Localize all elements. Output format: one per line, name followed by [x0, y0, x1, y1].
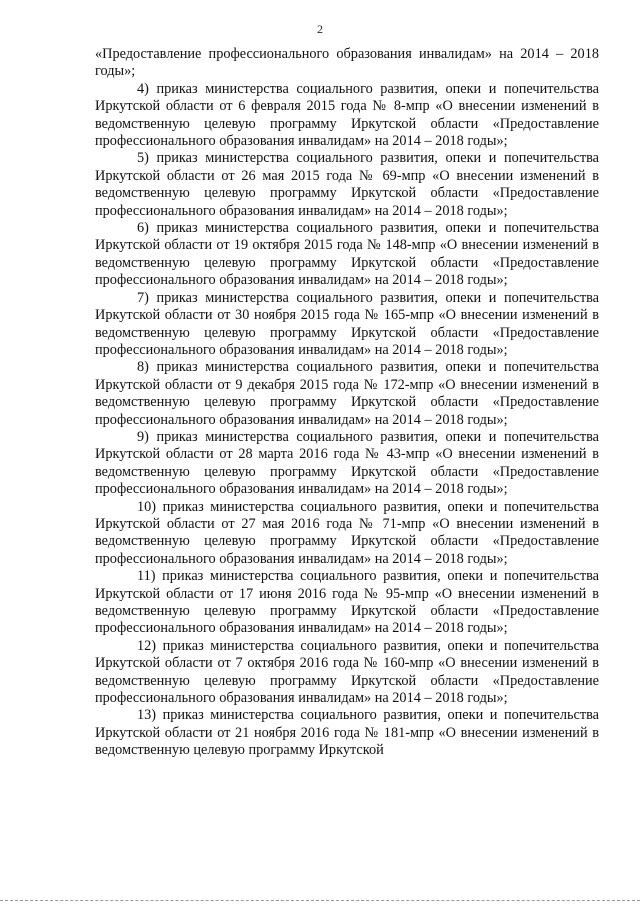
- list-item: 13) приказ министерства социального развития, опеки и попечительства Иркутской области от 21 ноября 2016 года № 181-мпр «О внесении изменений в ведомственную целевую программу Иркутской: [95, 707, 599, 759]
- document-body: [95, 46, 599, 760]
- list-item: 6) приказ министерства социального развития, опеки и попечительства Иркутской области от 19 октября 2015 года № 148-мпр «О внесении изменений в ведомственную целевую программу Иркутской области «Предоставление профессионального образования инвалидам» на 2014 – 2018 годы»;: [95, 220, 599, 289]
- page-number: 2: [317, 22, 323, 36]
- list-item: 5) приказ министерства социального развития, опеки и попечительства Иркутской области от 26 мая 2015 года № 69-мпр «О внесении изменений в ведомственную целевую программу Иркутской области «Предоставление профессионального образования инвалидам» на 2014 – 2018 годы»;: [95, 150, 599, 219]
- paragraph-continuation: «Предоставление профессионального образования инвалидам» на 2014 – 2018 годы»;: [95, 46, 599, 80]
- list-item: 4) приказ министерства социального развития, опеки и попечительства Иркутской области от 6 февраля 2015 года № 8-мпр «О внесении изменений в ведомственную целевую программу Иркутской области «Предоставление профессионального образования инвалидам» на 2014 – 2018 годы»;: [95, 80, 599, 150]
- list-item: 9) приказ министерства социального развития, опеки и попечительства Иркутской области от 28 марта 2016 года № 43-мпр «О внесении изменений в ведомственную целевую программу Иркутской области «Предоставление профессионального образования инвалидам» на 2014 – 2018 годы»;: [95, 428, 599, 498]
- list-item: 7) приказ министерства социального развития, опеки и попечительства Иркутской области от 30 ноября 2015 года № 165-мпр «О внесении изменений в ведомственную целевую программу Иркутской области «Предоставление профессионального образования инвалидам» на 2014 – 2018 годы»;: [95, 289, 599, 358]
- list-item: 10) приказ министерства социального развития, опеки и попечительства Иркутской области от 27 мая 2016 года № 71-мпр «О внесении изменений в ведомственную целевую программу Иркутской области «Предоставление профессионального образования инвалидам» на 2014 – 2018 годы»;: [95, 498, 599, 567]
- list-item: 12) приказ министерства социального развития, опеки и попечительства Иркутской области от 7 октября 2016 года № 160-мпр «О внесении изменений в ведомственную целевую программу Иркутской области «Предоставление профессионального образования инвалидам» на 2014 – 2018 годы»;: [95, 637, 599, 707]
- page-bottom-divider: [0, 900, 640, 902]
- list-item: 8) приказ министерства социального развития, опеки и попечительства Иркутской области от 9 декабря 2015 года № 172-мпр «О внесении изменений в ведомственную целевую программу Иркутской области «Предоставление профессионального образования инвалидам» на 2014 – 2018 годы»;: [95, 359, 599, 428]
- list-item: 11) приказ министерства социального развития, опеки и попечительства Иркутской области от 17 июня 2016 года № 95-мпр «О внесении изменений в ведомственную целевую программу Иркутской области «Предоставление профессионального образования инвалидам» на 2014 – 2018 годы»;: [95, 568, 599, 637]
